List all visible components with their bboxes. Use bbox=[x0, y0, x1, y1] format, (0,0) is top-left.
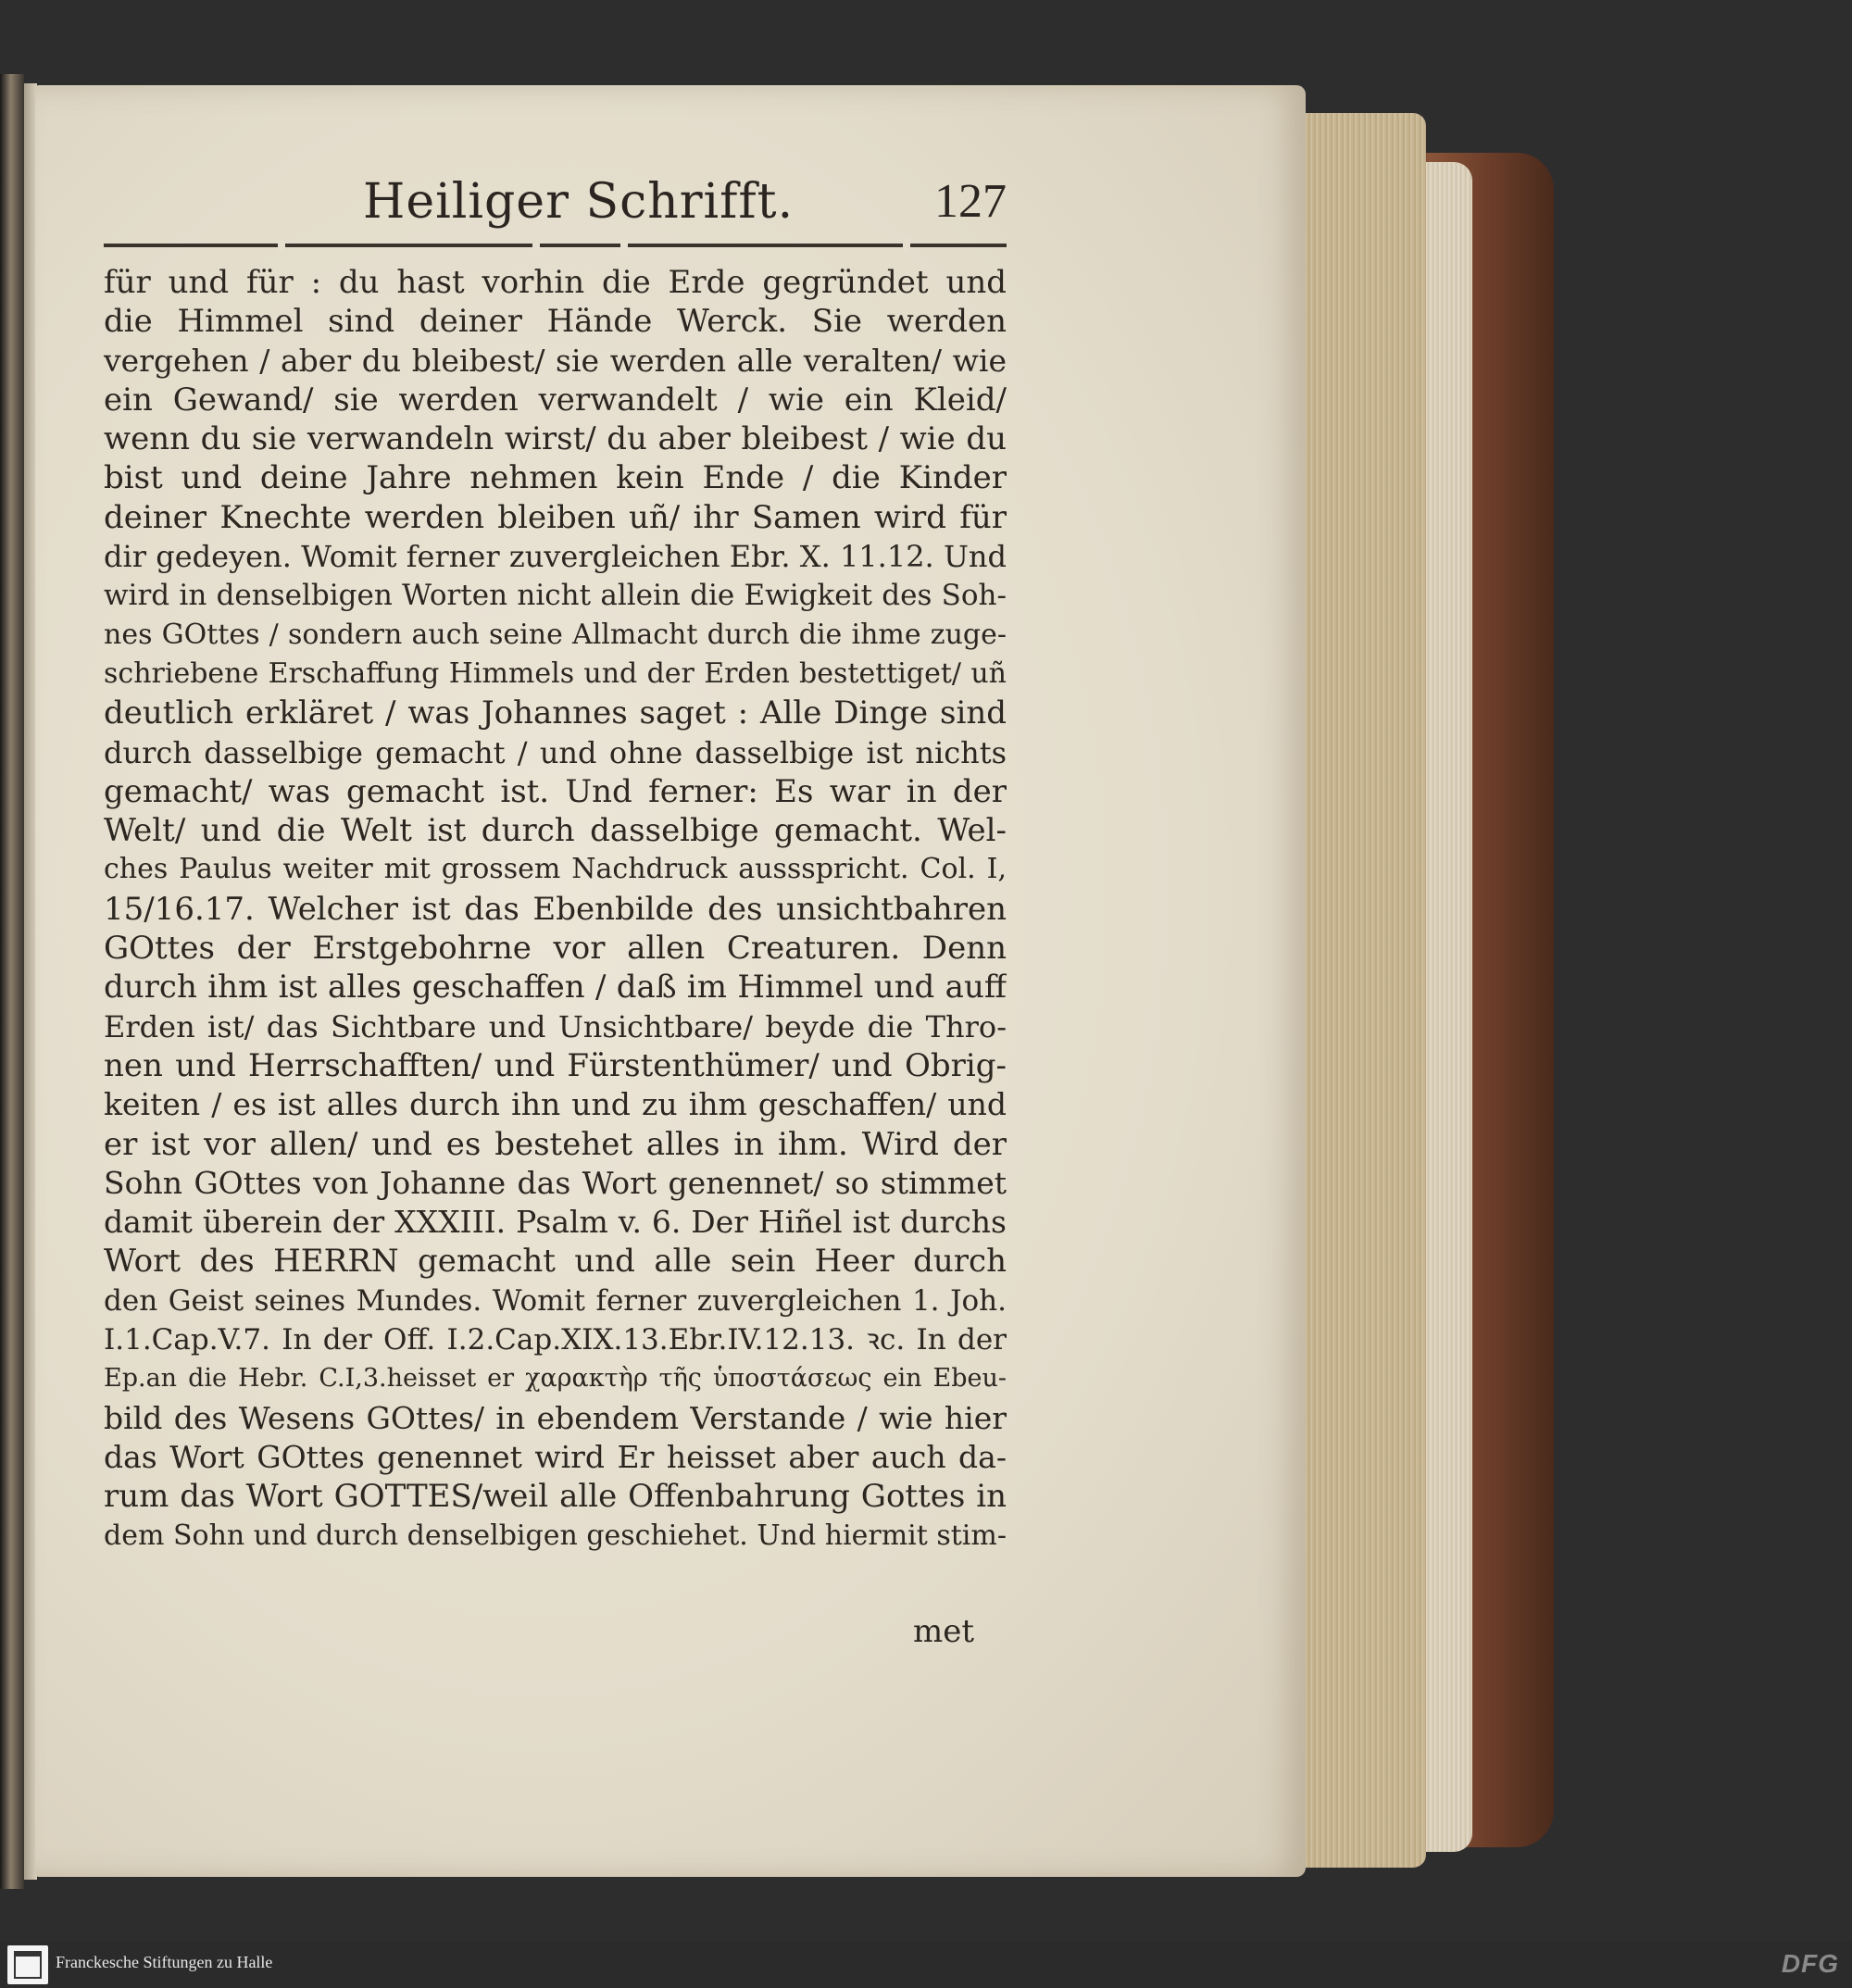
text-line: I.1.Cap.V.7. In der Off. I.2.Cap.XIX.13.Ebr.IV.12.13. ꝛc. In der bbox=[104, 1323, 1007, 1357]
text-line: schriebene Erschaffung Himmels und der Erden bestettiget/ uñ bbox=[104, 656, 1007, 690]
page-number: 127 bbox=[934, 175, 1007, 228]
text-line: wird in denselbigen Worten nicht allein die Ewigkeit des Soh- bbox=[104, 579, 1007, 613]
text-line: deutlich erkläret / was Johannes saget : Alle Dinge sind bbox=[104, 694, 1007, 732]
text-line: durch dasselbige gemacht / und ohne dasselbige ist nichts bbox=[104, 734, 1007, 770]
page-header bbox=[104, 174, 1007, 248]
running-title: Heiliger Schrifft. bbox=[363, 174, 795, 230]
institution-logo-icon bbox=[7, 1945, 48, 1984]
text-line: bild des Wesens GOttes/ in ebendem Verstande / wie hier bbox=[104, 1399, 1007, 1436]
text-line: Wort des HERRN gemacht und alle sein Heer durch bbox=[104, 1243, 1007, 1281]
text-line: den Geist seines Mundes. Womit ferner zuvergleichen 1. Joh. bbox=[104, 1283, 1007, 1318]
text-line: durch ihm ist alles geschaffen / daß im Himmel und auff bbox=[104, 969, 1007, 1007]
header-rule bbox=[104, 244, 1007, 247]
viewer-footer bbox=[0, 1942, 1852, 1988]
text-line: damit überein der XXXIII. Psalm v. 6. Der Hiñel ist durchs bbox=[104, 1204, 1007, 1241]
text-line: gemacht/ was gemacht ist. Und ferner: Es war in der bbox=[104, 772, 1007, 810]
text-line: für und für : du hast vorhin die Erde gegründet und bbox=[104, 264, 1007, 301]
text-line: nen und Herrschafften/ und Fürstenthümer/ und Obrig- bbox=[104, 1046, 1007, 1084]
text-line: nes GOttes / sondern auch seine Allmacht durch die ihme zuge- bbox=[104, 618, 1007, 651]
text-line: Welt/ und die Welt ist durch dasselbige gemacht. Wel- bbox=[104, 812, 1007, 850]
text-line: GOttes der Erstgebohrne vor allen Creaturen. Denn bbox=[104, 930, 1007, 968]
body-text bbox=[104, 263, 1007, 1556]
text-line: deiner Knechte werden bleiben uñ/ ihr Samen wird für bbox=[104, 498, 1007, 536]
text-line: Ep.an die Hebr. C.I,3.heisset er χαρακτὴρ τῆς ὑποστάσεως ein Ebeu- bbox=[104, 1364, 1007, 1394]
text-line: rum das Wort GOTTES/weil alle Offenbahrung Gottes in bbox=[104, 1478, 1007, 1516]
text-line: ches Paulus weiter mit grossem Nachdruck aussspricht. Col. I, bbox=[104, 853, 1007, 886]
dfg-logo: DFG bbox=[1781, 1949, 1839, 1978]
adjacent-page-edge bbox=[0, 74, 24, 1889]
text-line: dir gedeyen. Womit ferner zuvergleichen Ebr. X. 11.12. Und bbox=[104, 539, 1007, 575]
text-line: 15/16.17. Welcher ist das Ebenbilde des unsichtbahren bbox=[104, 890, 1007, 928]
fore-edge-back bbox=[1421, 162, 1472, 1852]
institution-name: Franckesche Stiftungen zu Halle bbox=[56, 1953, 273, 1971]
text-line: keiten / es ist alles durch ihn und zu ihm geschaffen/ und bbox=[104, 1086, 1007, 1123]
text-line: Sohn GOttes von Johanne das Wort genennet/ so stimmet bbox=[104, 1164, 1007, 1201]
text-line: wenn du sie verwandeln wirst/ du aber bleibest / wie du bbox=[104, 420, 1007, 458]
text-line: das Wort GOttes genennet wird Er heisset aber auch da- bbox=[104, 1438, 1007, 1475]
text-line: dem Sohn und durch denselbigen geschiehet. Und hiermit stim- bbox=[104, 1519, 1007, 1552]
text-line: bist und deine Jahre nehmen kein Ende / die Kinder bbox=[104, 459, 1007, 497]
text-line: ein Gewand/ sie werden verwandelt / wie ein Kleid/ bbox=[104, 381, 1007, 419]
text-line: Erden ist/ das Sichtbare und Unsichtbare/ beyde die Thro- bbox=[104, 1008, 1007, 1044]
text-line: vergehen / aber du bleibest/ sie werden alle veralten/ wie bbox=[104, 342, 1007, 379]
catchword: met bbox=[912, 1613, 974, 1650]
text-line: die Himmel sind deiner Hände Werck. Sie werden bbox=[104, 303, 1007, 341]
fore-edge-pages bbox=[1296, 113, 1426, 1868]
text-line: er ist vor allen/ und es bestehet alles in ihm. Wird der bbox=[104, 1125, 1007, 1163]
